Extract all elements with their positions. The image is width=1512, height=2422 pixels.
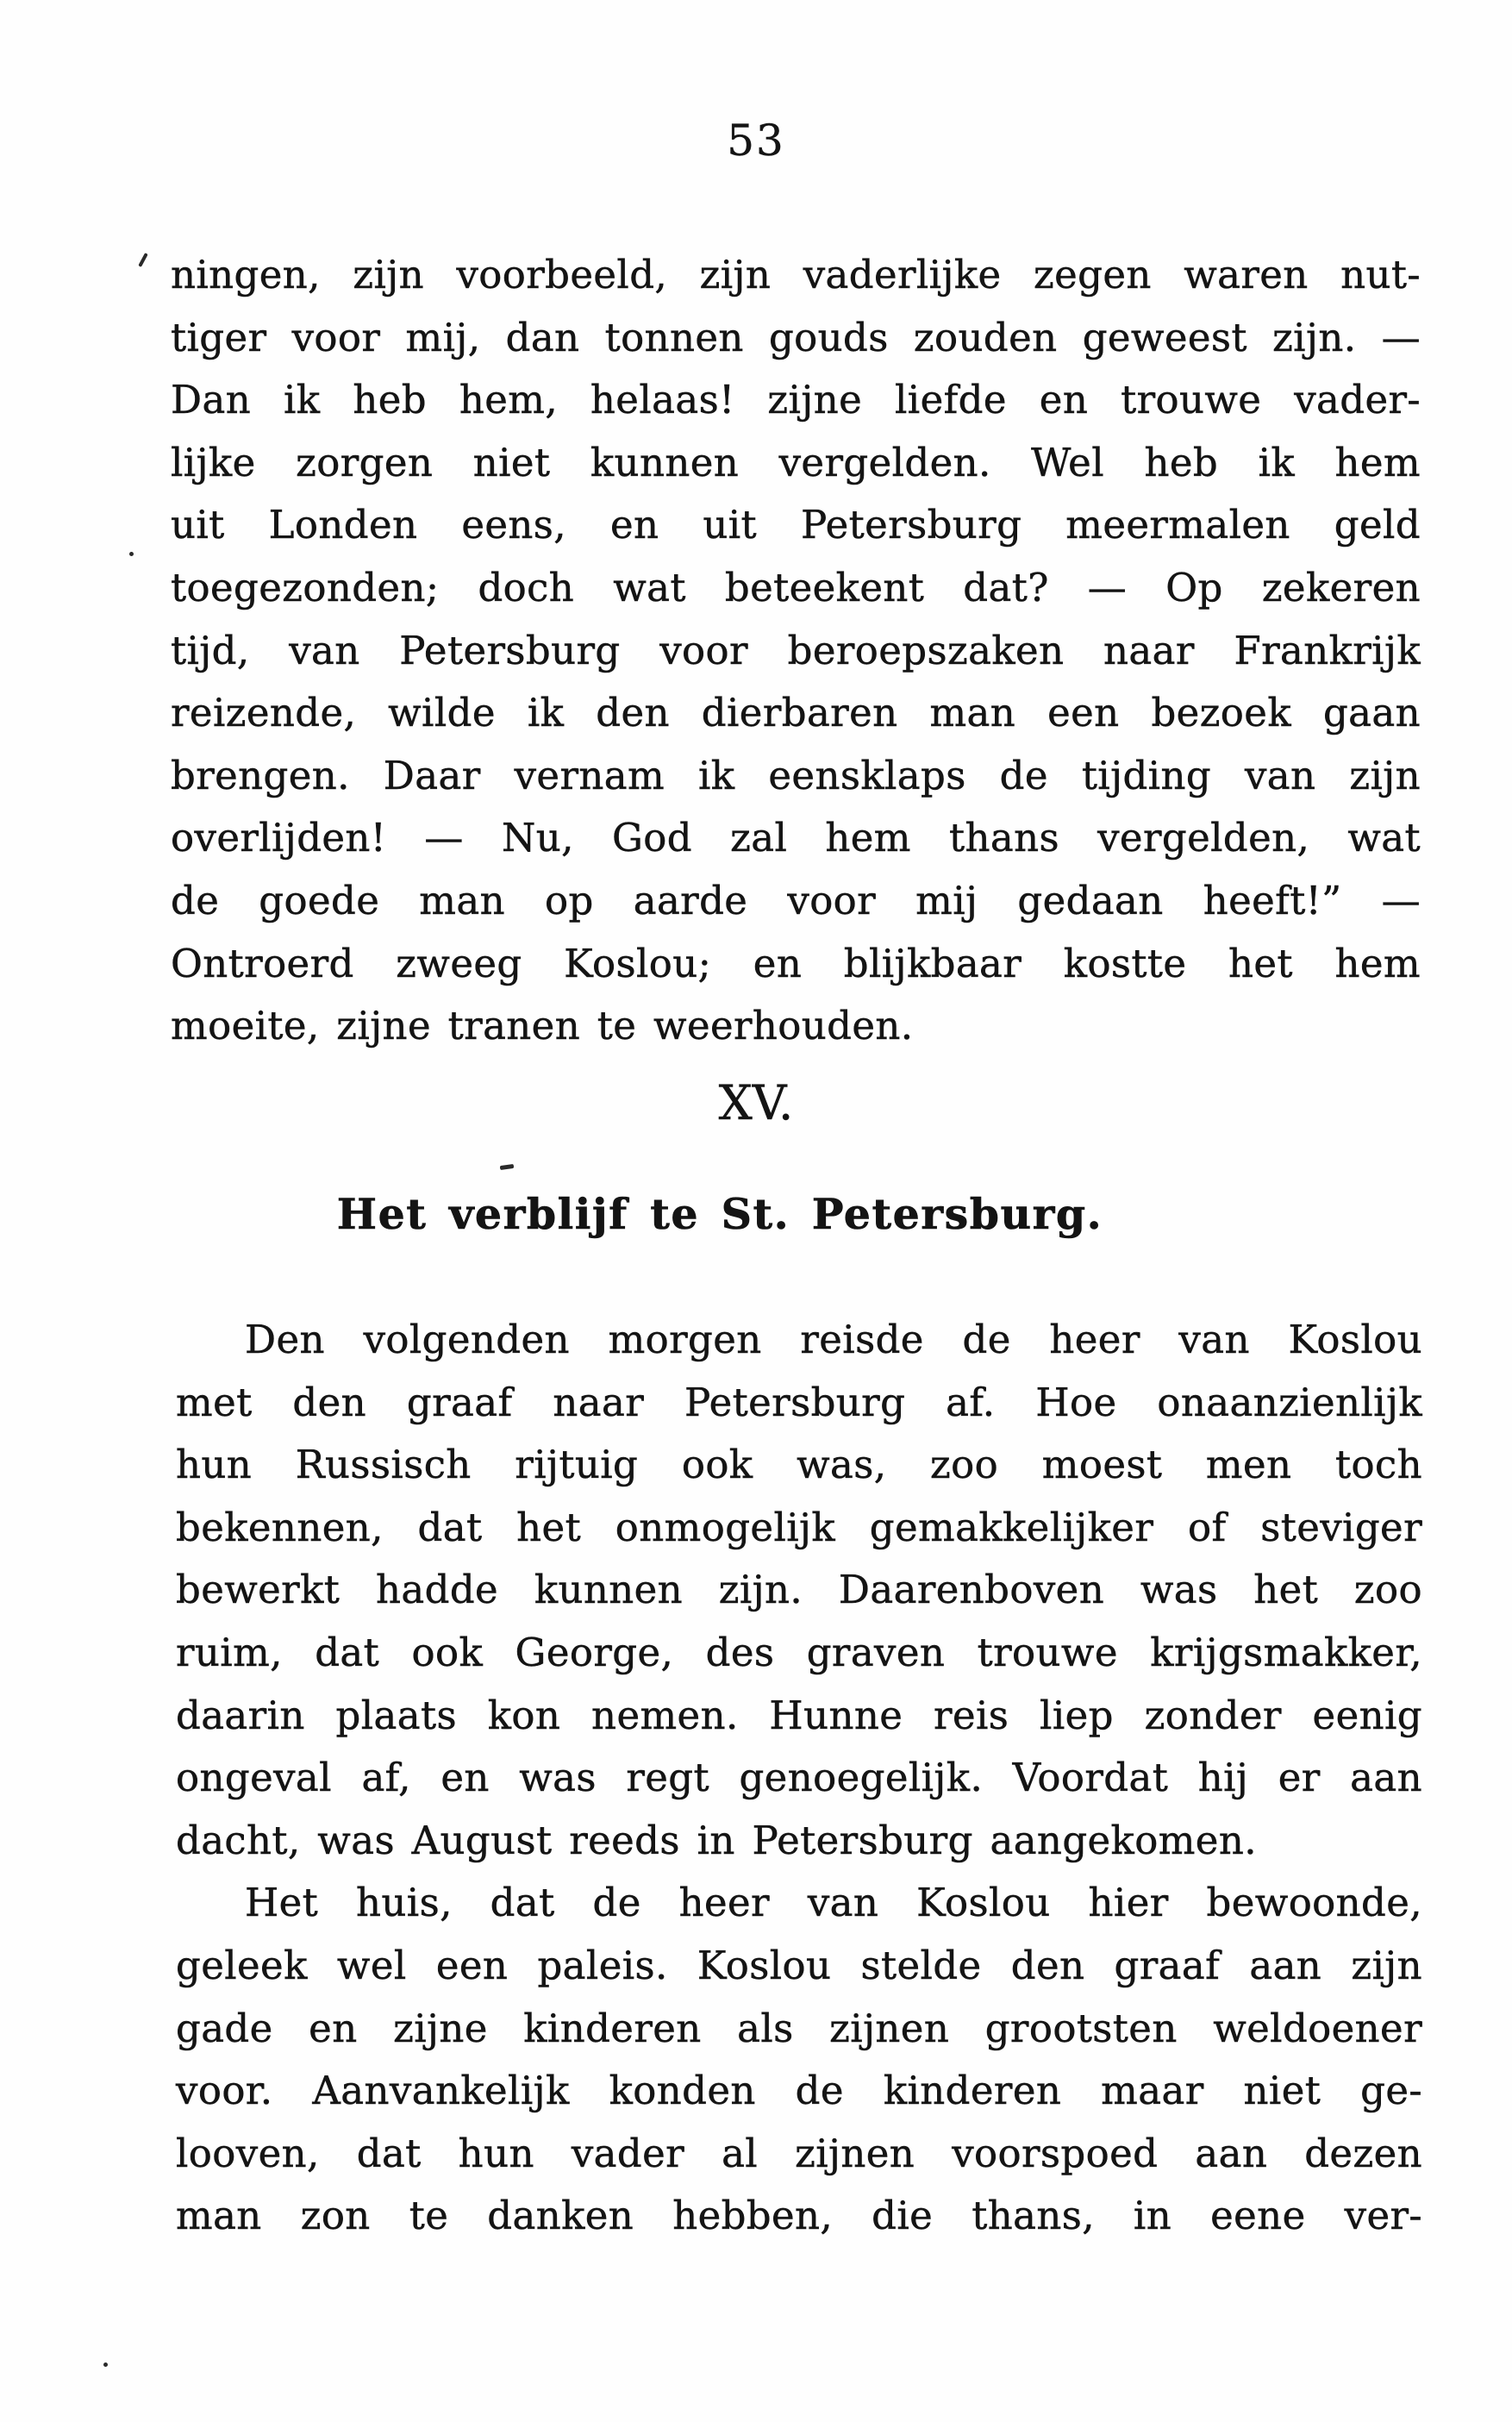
text-line: ningen, zijn voorbeeld, zijn vaderlijke zegen waren nut-	[171, 252, 1421, 297]
chapter-numeral: XV.	[718, 1075, 794, 1130]
ink-speck	[500, 1164, 515, 1170]
paragraph-continuation	[171, 244, 1421, 1058]
page-number: 53	[727, 116, 785, 166]
text-line: man zon te danken hebben, die thans, in eene ver-	[176, 2193, 1422, 2239]
text-line: looven, dat hun vader al zijnen voorspoed aan dezen	[176, 2130, 1422, 2176]
text-line: overlijden! — Nu, God zal hem thans vergelden, wat	[171, 815, 1421, 861]
text-line: uit Londen eens, en uit Petersburg meermalen geld	[171, 502, 1421, 548]
text-line: Dan ik heb hem, helaas! zijne liefde en trouwe vader-	[171, 377, 1421, 423]
text-line: lijke zorgen niet kunnen vergelden. Wel heb ik hem	[171, 439, 1421, 485]
text-line: reizende, wilde ik den dierbaren man een bezoek gaan	[171, 690, 1421, 736]
text-line: geleek wel een paleis. Koslou stelde den graaf aan zijn	[176, 1942, 1422, 1988]
text-line: bewerkt hadde kunnen zijn. Daarenboven was het zoo	[176, 1567, 1422, 1613]
body-text	[176, 1309, 1422, 2248]
chapter-title: Het verblijf te St. Petersburg.	[336, 1189, 1103, 1239]
text-line: ongeval af, en was regt genoegelijk. Voordat hij er aan	[176, 1755, 1422, 1801]
text-line: voor. Aanvankelijk konden de kinderen maar niet ge-	[176, 2068, 1422, 2114]
text-line: dacht, was August reeds in Petersburg aangekomen.	[176, 1817, 1257, 1863]
text-line: hun Russisch rijtuig ook was, zoo moest men toch	[176, 1442, 1422, 1488]
ink-speck	[129, 552, 134, 556]
ink-speck	[103, 2363, 108, 2367]
text-line: bekennen, dat het onmogelijk gemakkelijker of steviger	[176, 1504, 1422, 1550]
text-line: de goede man op aarde voor mij gedaan heeft!” —	[171, 877, 1421, 923]
text-line: tijd, van Petersburg voor beroepszaken naar Frankrijk	[171, 627, 1421, 673]
text-line: moeite, zijne tranen te weerhouden.	[171, 1003, 914, 1049]
text-line: brengen. Daar vernam ik eensklaps de tijding van zijn	[171, 752, 1421, 798]
text-line: Ontroerd zweeg Koslou; en blijkbaar kostte het hem	[171, 940, 1421, 986]
text-line: tiger voor mij, dan tonnen gouds zouden geweest zijn. —	[171, 314, 1421, 360]
text-line: Het huis, dat de heer van Koslou hier bewoonde,	[245, 1880, 1422, 1926]
text-line: met den graaf naar Petersburg af. Hoe onaanzienlijk	[176, 1379, 1422, 1425]
text-line: daarin plaats kon nemen. Hunne reis liep zonder eenig	[176, 1692, 1422, 1738]
ink-speck	[138, 253, 148, 267]
text-line: ruim, dat ook George, des graven trouwe krijgsmakker,	[176, 1629, 1422, 1675]
text-line: Den volgenden morgen reisde de heer van Koslou	[245, 1317, 1422, 1362]
text-line: toegezonden; doch wat beteekent dat? — Op zekeren	[171, 564, 1421, 610]
text-line: gade en zijne kinderen als zijnen grootsten weldoener	[176, 2005, 1422, 2051]
